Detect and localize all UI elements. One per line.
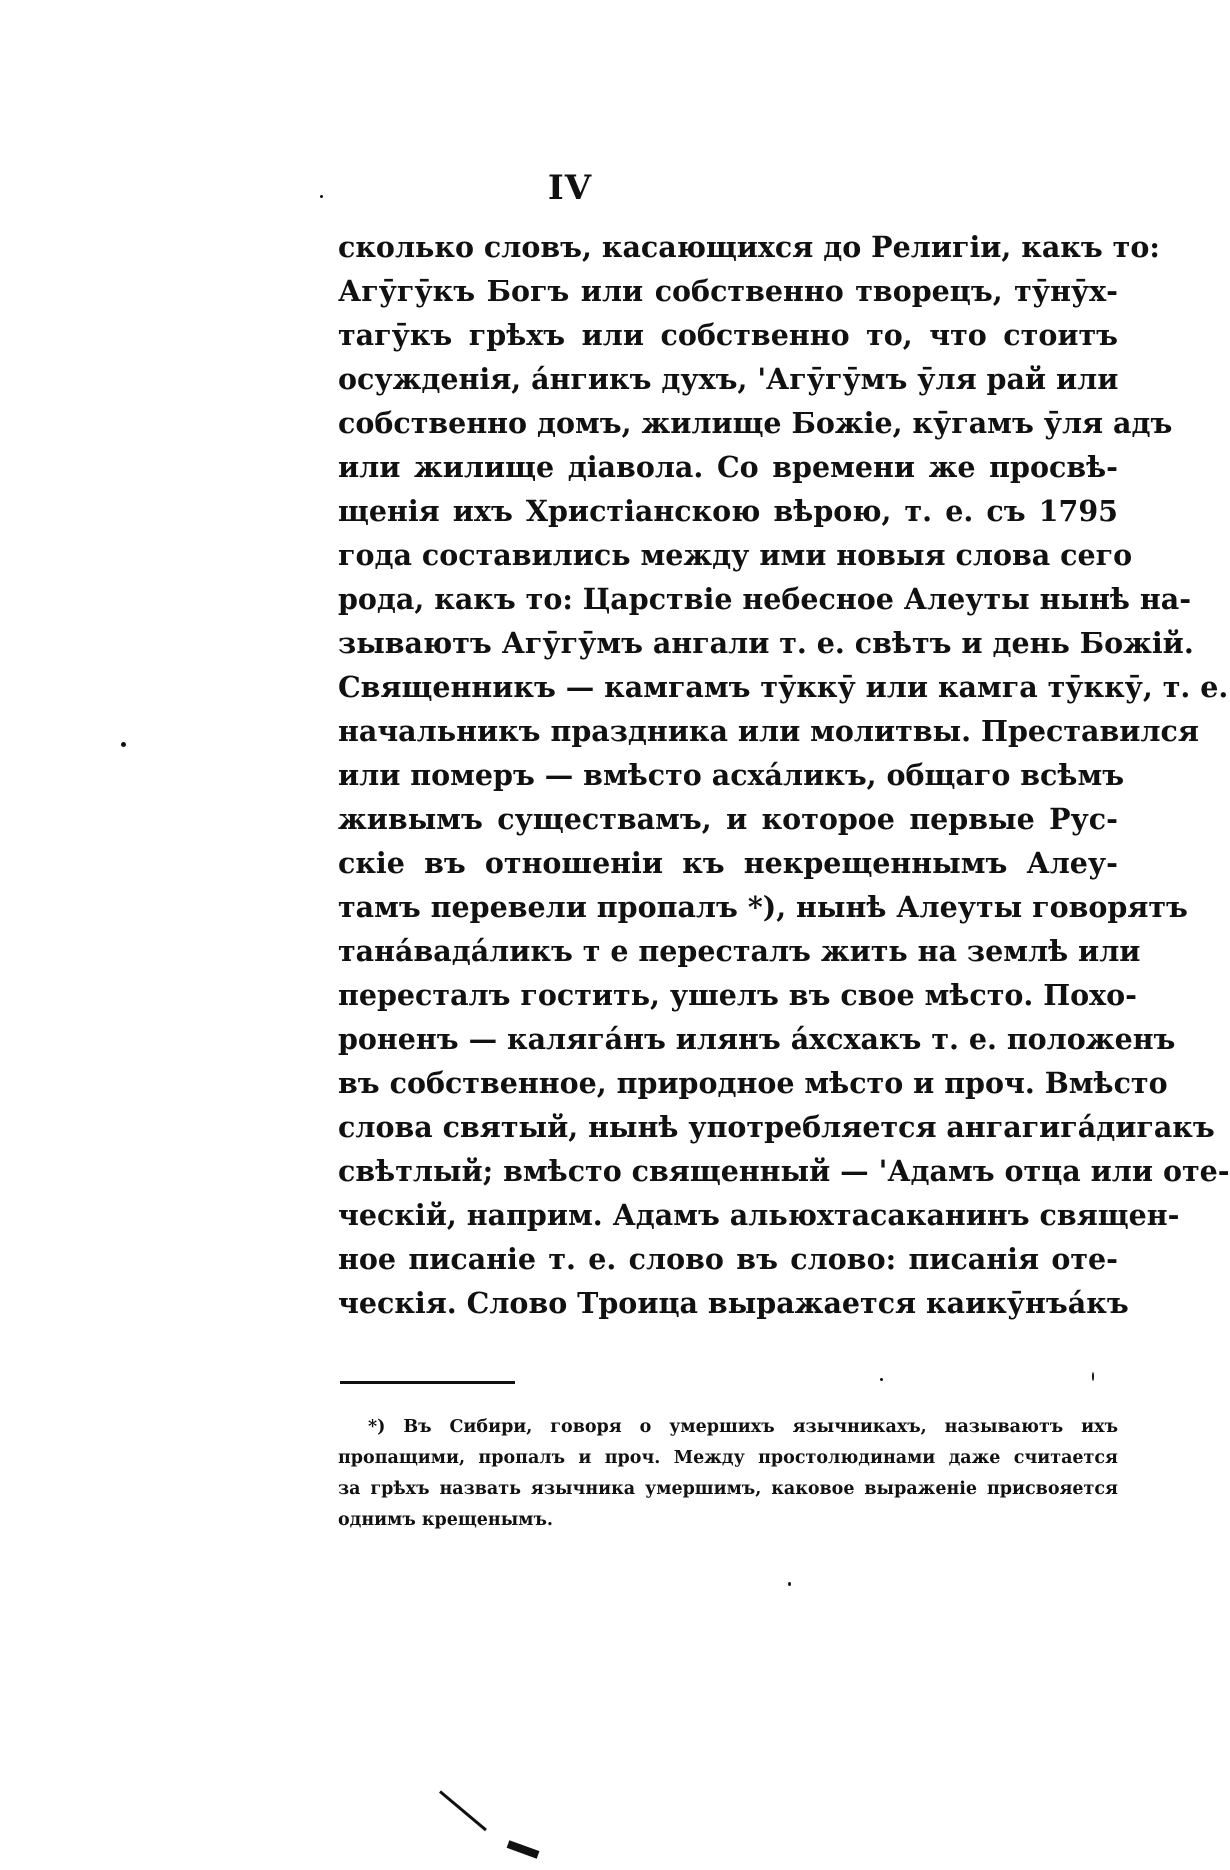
text-line: тагӯкъ грѣхъ или собственно то, что стоитъ bbox=[338, 318, 1118, 352]
page-number: IV bbox=[547, 168, 593, 208]
footnote-line: однимъ крещенымъ. bbox=[338, 1510, 553, 1530]
text-line: ное писаніе т. е. слово въ слово: писанія оте- bbox=[338, 1242, 1118, 1276]
text-line: Агӯгӯкъ Богъ или собственно творецъ, тӯнӯх- bbox=[338, 274, 1118, 308]
text-line: года составились между ими новыя слова сего bbox=[338, 538, 1133, 572]
text-line: зываютъ Агӯгӯмъ ангали т. е. свѣтъ и день Божій. bbox=[338, 626, 1194, 660]
footnote-rule bbox=[340, 1381, 515, 1384]
text-line: сколько словъ, касающихся до Религіи, какъ то: bbox=[338, 230, 1160, 264]
text-line: или жилище діавола. Со времени же просвѣ- bbox=[338, 450, 1118, 484]
text-line: слова святый, нынѣ употребляется ангагигáдигакъ bbox=[338, 1110, 1215, 1144]
text-line: собственно домъ, жилище Божіе, кӯгамъ ӯля адъ bbox=[338, 406, 1173, 440]
text-line: пересталъ гостить, ушелъ въ свое мѣсто. Похо- bbox=[338, 978, 1137, 1012]
text-line: начальникъ праздника или молитвы. Преставился bbox=[338, 714, 1199, 748]
scan-speck bbox=[1092, 1372, 1094, 1381]
scan-speck bbox=[880, 1378, 883, 1381]
body-text bbox=[338, 225, 1230, 1325]
scan-mark bbox=[507, 1840, 540, 1858]
text-line: роненъ — калягáнъ илянъ áхсхакъ т. е. положенъ bbox=[338, 1022, 1176, 1056]
scan-speck bbox=[320, 195, 323, 198]
text-line: живымъ существамъ, и которое первые Рус- bbox=[338, 802, 1118, 836]
text-line: ческія. Слово Троица выражается каикӯнъáкъ bbox=[338, 1286, 1129, 1320]
text-line: рода, какъ то: Царствіе небесное Алеуты нынѣ на- bbox=[338, 582, 1192, 616]
text-line: скіе въ отношеніи къ некрещеннымъ Алеу- bbox=[338, 846, 1118, 880]
scan-speck bbox=[121, 742, 126, 747]
footnote-line: пропащими, пропалъ и проч. Между простолюдинами даже считается bbox=[338, 1448, 1118, 1468]
text-line: тамъ перевели пропалъ *), нынѣ Алеуты говорятъ bbox=[338, 890, 1188, 924]
scan-mark bbox=[439, 1790, 487, 1831]
text-line: въ собственное, природное мѣсто и проч. Вмѣсто bbox=[338, 1066, 1168, 1100]
text-line: свѣтлый; вмѣсто священный — 'Адамъ отца или оте- bbox=[338, 1154, 1230, 1188]
text-line: ческій, наприм. Адамъ альюхтасаканинъ священ- bbox=[338, 1198, 1180, 1232]
scan-speck bbox=[788, 1582, 791, 1586]
text-line: или померъ — вмѣсто асхáликъ, общаго всѣмъ bbox=[338, 758, 1125, 792]
footnote-line: *) Въ Сибири, говоря о умершихъ язычникахъ, называютъ ихъ bbox=[368, 1417, 1118, 1437]
text-line: щенія ихъ Христіанскою вѣрою, т. е. съ 1795 bbox=[338, 494, 1118, 528]
text-line: осужденія, áнгикъ духъ, 'Агӯгӯмъ ӯля рай или bbox=[338, 362, 1119, 396]
footnote-line: за грѣхъ назвать язычника умершимъ, каковое выраженіе присвояется bbox=[338, 1479, 1118, 1499]
text-line: танáвадáликъ т е пересталъ жить на землѣ или bbox=[338, 934, 1141, 968]
text-line: Священникъ — камгамъ тӯккӯ или камга тӯккӯ, т. е. bbox=[338, 670, 1229, 704]
footnote bbox=[338, 1412, 1118, 1536]
